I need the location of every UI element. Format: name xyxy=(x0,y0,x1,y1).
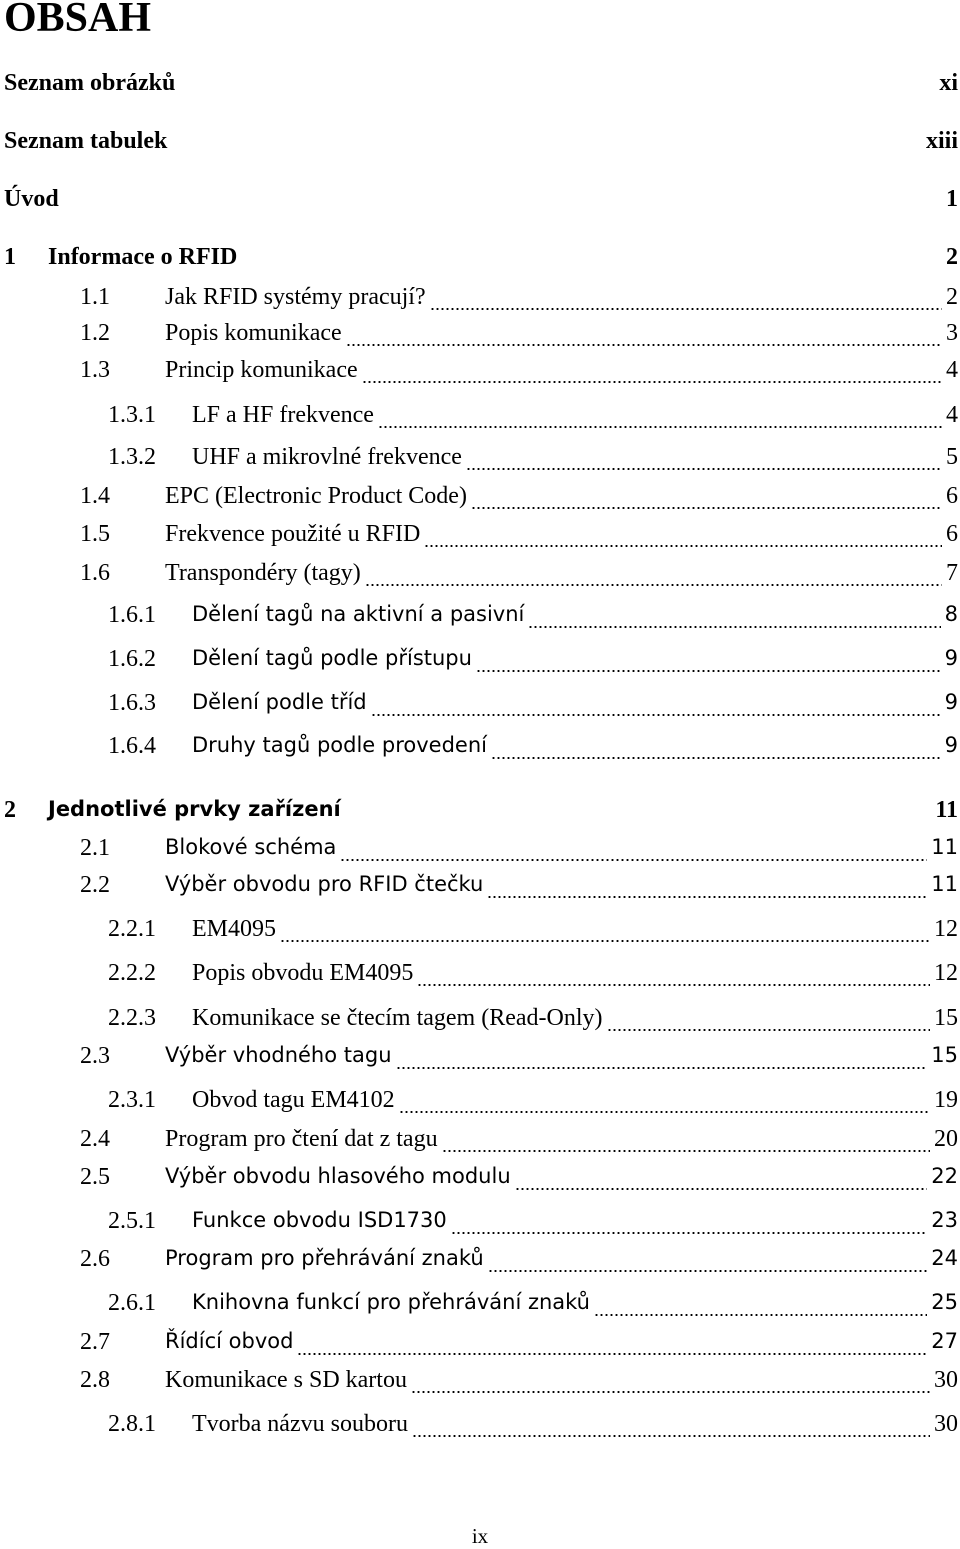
toc-entry-title: Seznam tabulek xyxy=(4,128,168,154)
dot-leader xyxy=(280,940,930,942)
toc-entry-number: 2.5 xyxy=(80,1164,110,1190)
toc-entry-title: Komunikace se čtecím tagem (Read-Only) xyxy=(192,1005,603,1031)
toc-entry[interactable] xyxy=(0,186,960,218)
dot-leader xyxy=(417,984,930,986)
toc-entry[interactable] xyxy=(0,320,960,352)
toc-entry-number: 2.8 xyxy=(80,1367,110,1393)
toc-entry-number: 2.5.1 xyxy=(108,1208,156,1234)
toc-entry-number: 1.5 xyxy=(80,521,110,547)
dot-leader xyxy=(297,1353,927,1355)
toc-entry[interactable] xyxy=(0,1126,960,1158)
toc-entry-title: Funkce obvodu ISD1730 xyxy=(192,1208,447,1232)
dot-leader xyxy=(594,1314,927,1316)
toc-entry-page: xiii xyxy=(925,128,958,154)
toc-entry[interactable] xyxy=(0,872,960,904)
toc-entry[interactable] xyxy=(0,1246,960,1278)
toc-entry-number: 2.7 xyxy=(80,1329,110,1355)
toc-entry-title: Komunikace s SD kartou xyxy=(165,1367,407,1393)
toc-entry-page: 6 xyxy=(946,483,958,509)
toc-entry-title: Dělení podle tříd xyxy=(192,690,367,714)
toc-entry[interactable] xyxy=(0,733,960,765)
dot-leader xyxy=(371,714,941,716)
toc-entry[interactable] xyxy=(0,1164,960,1196)
dot-leader xyxy=(396,1067,928,1069)
toc-entry-number: 2.6.1 xyxy=(108,1290,156,1316)
toc-entry-number: 2.2.3 xyxy=(108,1005,156,1031)
dot-leader xyxy=(607,1029,930,1031)
toc-entry-number: 2.8.1 xyxy=(108,1411,156,1437)
toc-entry-title: Seznam obrázků xyxy=(4,70,176,96)
dot-leader xyxy=(411,1391,930,1393)
toc-entry[interactable] xyxy=(0,690,960,722)
toc-entry-number: 2.2.1 xyxy=(108,916,156,942)
toc-entry-title: Transpondéry (tagy) xyxy=(165,560,361,586)
dot-leader xyxy=(412,1435,930,1437)
toc-entry-number: 2.2 xyxy=(80,872,110,898)
toc-entry-page: 22 xyxy=(931,1164,958,1188)
toc-entry[interactable] xyxy=(0,70,960,102)
toc-entry-title: UHF a mikrovlné frekvence xyxy=(192,444,462,470)
toc-entry[interactable] xyxy=(0,483,960,515)
toc-entry-number: 1.6.1 xyxy=(108,602,156,628)
toc-entry-page: 12 xyxy=(934,960,958,986)
toc-entry-page: 8 xyxy=(944,602,958,626)
toc-entry-number: 2.4 xyxy=(80,1126,110,1152)
toc-entry-page: 9 xyxy=(944,646,958,670)
dot-leader xyxy=(362,381,942,383)
toc-entry-title: Princip komunikace xyxy=(165,357,358,383)
toc-entry-title: Informace o RFID xyxy=(48,244,238,270)
dot-leader xyxy=(466,468,942,470)
toc-entry-number: 1.4 xyxy=(80,483,110,509)
toc-entry-page: 30 xyxy=(934,1367,958,1393)
toc-entry-title: Blokové schéma xyxy=(165,835,337,859)
toc-entry-page: 15 xyxy=(934,1005,958,1031)
toc-entry-page: 9 xyxy=(944,733,958,757)
toc-entry-page: 6 xyxy=(946,521,958,547)
toc-entry-page: 23 xyxy=(931,1208,958,1232)
toc-entry[interactable] xyxy=(0,1005,960,1037)
toc-entry-title: Frekvence použité u RFID xyxy=(165,521,421,547)
toc-entry-title: Popis komunikace xyxy=(165,320,342,346)
toc-entry-page: 4 xyxy=(946,402,958,428)
toc-entry-page: 3 xyxy=(946,320,958,346)
toc-entry-page: 27 xyxy=(931,1329,958,1353)
toc-entry[interactable] xyxy=(0,835,960,867)
toc-entry-page: 25 xyxy=(931,1290,958,1314)
toc-entry-page: xi xyxy=(939,70,958,96)
toc-entry-title: Jak RFID systémy pracují? xyxy=(165,284,426,310)
toc-entry[interactable] xyxy=(0,797,960,829)
dot-leader xyxy=(442,1150,930,1152)
toc-entry-number: 2.2.2 xyxy=(108,960,156,986)
toc-entry[interactable] xyxy=(0,646,960,678)
toc-entry[interactable] xyxy=(0,1367,960,1399)
dot-leader xyxy=(515,1188,928,1190)
toc-entry-title: EPC (Electronic Product Code) xyxy=(165,483,467,509)
toc-entry-title: Knihovna funkcí pro přehrávání znaků xyxy=(192,1290,590,1314)
toc-entry-number: 1.6.4 xyxy=(108,733,156,759)
toc-entry-title: Druhy tagů podle provedení xyxy=(192,733,487,757)
dot-leader xyxy=(365,584,942,586)
toc-entry-title: Úvod xyxy=(4,186,59,212)
toc-entry-title: LF a HF frekvence xyxy=(192,402,374,428)
dot-leader xyxy=(491,757,941,759)
toc-entry-title: Výběr vhodného tagu xyxy=(165,1043,392,1067)
toc-entry[interactable] xyxy=(0,916,960,948)
toc-entry-number: 2 xyxy=(4,797,16,823)
toc-entry[interactable] xyxy=(0,284,960,316)
toc-entry-number: 1.3 xyxy=(80,357,110,383)
toc-entry-page: 11 xyxy=(931,835,958,859)
toc-entry-title: Dělení tagů na aktivní a pasivní xyxy=(192,602,525,626)
toc-entry-title: Výběr obvodu pro RFID čtečku xyxy=(165,872,484,896)
toc-entry[interactable] xyxy=(0,1290,960,1322)
dot-leader xyxy=(471,507,942,509)
toc-entry-number: 2.3 xyxy=(80,1043,110,1069)
toc-entry-page: 5 xyxy=(946,444,958,470)
dot-leader xyxy=(424,545,942,547)
toc-entry-number: 2.3.1 xyxy=(108,1087,156,1113)
toc-entry-page: 20 xyxy=(934,1126,958,1152)
toc-entry-page: 2 xyxy=(946,284,958,310)
toc-entry[interactable] xyxy=(0,402,960,434)
page-title: OBSAH xyxy=(4,0,152,41)
toc-entry-number: 1.3.1 xyxy=(108,402,156,428)
toc-entry[interactable] xyxy=(0,1411,960,1443)
toc-entry[interactable] xyxy=(0,521,960,553)
toc-entry-title: Tvorba názvu souboru xyxy=(192,1411,408,1437)
toc-entry[interactable] xyxy=(0,444,960,476)
toc-entry-page: 12 xyxy=(934,916,958,942)
toc-entry-title: Řídící obvod xyxy=(165,1329,294,1353)
toc-entry-title: Program pro čtení dat z tagu xyxy=(165,1126,438,1152)
toc-entry[interactable] xyxy=(0,1208,960,1240)
toc-entry-number: 1 xyxy=(4,244,16,270)
toc-entry-title: Popis obvodu EM4095 xyxy=(192,960,414,986)
toc-entry-number: 1.2 xyxy=(80,320,110,346)
dot-leader xyxy=(476,670,941,672)
toc-entry-page: 24 xyxy=(931,1246,958,1270)
toc-entry-title: Jednotlivé prvky zařízení xyxy=(48,797,341,821)
dot-leader xyxy=(528,626,940,628)
toc-entry[interactable] xyxy=(0,357,960,389)
toc-entry-page: 15 xyxy=(931,1043,958,1067)
dot-leader xyxy=(340,859,927,861)
dot-leader xyxy=(488,1270,928,1272)
toc-entry-number: 1.6 xyxy=(80,560,110,586)
toc-entry[interactable] xyxy=(0,128,960,160)
toc-entry-number: 1.1 xyxy=(80,284,110,310)
dot-leader xyxy=(451,1232,928,1234)
toc-entry-page: 1 xyxy=(946,186,958,212)
toc-entry[interactable] xyxy=(0,960,960,992)
dot-leader xyxy=(378,426,942,428)
toc-entry-title: EM4095 xyxy=(192,916,276,942)
dot-leader xyxy=(399,1111,930,1113)
toc-entry-page: 2 xyxy=(946,244,958,270)
toc-entry-page: 19 xyxy=(934,1087,958,1113)
toc-entry[interactable] xyxy=(0,560,960,592)
toc-entry-page: 30 xyxy=(934,1411,958,1437)
toc-entry-title: Dělení tagů podle přístupu xyxy=(192,646,472,670)
page-number: ix xyxy=(471,1524,489,1548)
toc-entry-number: 1.6.2 xyxy=(108,646,156,672)
toc-entry-page: 9 xyxy=(944,690,958,714)
toc-entry[interactable] xyxy=(0,244,960,276)
toc-entry-title: Obvod tagu EM4102 xyxy=(192,1087,395,1113)
toc-entry[interactable] xyxy=(0,1043,960,1075)
toc-entry-page: 11 xyxy=(931,872,958,896)
toc-entry-number: 1.6.3 xyxy=(108,690,156,716)
toc-entry-number: 1.3.2 xyxy=(108,444,156,470)
toc-entry-title: Program pro přehrávání znaků xyxy=(165,1246,484,1270)
toc-entry[interactable] xyxy=(0,1329,960,1361)
toc-entry-page: 4 xyxy=(946,357,958,383)
toc-entry-title: Výběr obvodu hlasového modulu xyxy=(165,1164,511,1188)
toc-entry-page: 7 xyxy=(946,560,958,586)
dot-leader xyxy=(346,344,942,346)
toc-entry-number: 2.6 xyxy=(80,1246,110,1272)
toc-entry[interactable] xyxy=(0,1087,960,1119)
toc-entry-number: 2.1 xyxy=(80,835,110,861)
toc-entry[interactable] xyxy=(0,602,960,634)
dot-leader xyxy=(430,308,942,310)
dot-leader xyxy=(487,896,927,898)
toc-entry-page: 11 xyxy=(935,797,958,823)
